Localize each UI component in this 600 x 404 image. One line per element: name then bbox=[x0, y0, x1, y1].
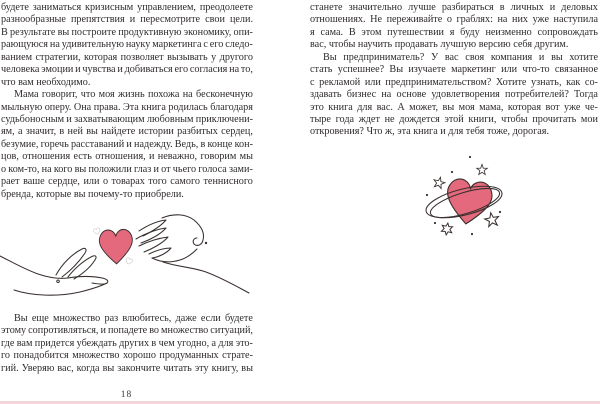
star-icon bbox=[441, 222, 453, 235]
mini-heart-icon bbox=[125, 257, 133, 265]
heart-planet-illustration bbox=[418, 148, 513, 243]
star-icon bbox=[484, 212, 500, 228]
hands-heart-illustration bbox=[0, 212, 256, 308]
text-line: стать успешнее? Вы изучаете маркетинг или что-то связанное bbox=[310, 64, 598, 76]
text-line: гий. Уверяю вас, когда вы закончите читать эту книгу, вы bbox=[1, 362, 253, 374]
text-line: где вам придется убеждать других в чем угодно, а для это- bbox=[1, 337, 253, 349]
paragraph bbox=[1, 89, 253, 201]
text-line: безумие, горечь расставаний и надежду. Ведь, в конце кон- bbox=[1, 138, 253, 150]
text-line: мыльную оперу. Она права. Эта книга родилась благодаря bbox=[1, 101, 253, 113]
paragraph bbox=[310, 2, 598, 52]
text-line: ванием стратегии, которая позволяет вызывать у другого bbox=[1, 51, 253, 63]
heart-icon bbox=[99, 229, 133, 264]
text-line: я сама. В этом путешествии я буду неизменно сопровождать bbox=[310, 26, 598, 38]
text-line: бренда, которые вы почему-то приобрели. bbox=[1, 188, 184, 200]
text-line: В результате вы построите продуктивную экономику, опи- bbox=[1, 26, 253, 38]
paragraph bbox=[310, 52, 598, 139]
text-line: с рекламой или предпринимательством? Хотите узнать, как со- bbox=[310, 76, 598, 88]
star-icon bbox=[477, 164, 488, 174]
text-line: это книга для вас. А может, вы моя мама, которая вот уже че- bbox=[310, 101, 598, 113]
text-line: цов, отношения есть отношения, и неважно, говорим мы bbox=[1, 151, 253, 163]
text-line: рает ваше сердце, или о товарах того самого теннисного bbox=[1, 176, 253, 188]
text-line: откровения? Что ж, эта книга и для тебя тоже, дорогая. bbox=[310, 126, 550, 138]
text-line: человека эмоции и чувства и добиваться его согласия на то, bbox=[1, 64, 253, 76]
text-line: о ком-то, на кого вы положили глаз и от чьего голоса зами- bbox=[1, 163, 253, 175]
left-hand-line-art bbox=[0, 248, 108, 295]
paragraph bbox=[1, 313, 253, 375]
text-line: го понадобится множество хорошо продуманных страте- bbox=[1, 350, 253, 362]
mini-heart-icon bbox=[93, 227, 101, 235]
text-line: Вы еще множество раз влюбитесь, даже если будете bbox=[14, 313, 253, 324]
text-line: судьбоносным и захватывающим любовным приключени- bbox=[1, 113, 253, 125]
text-line: тыре года ждет не дождется этой книги, чтобы прочитать мои bbox=[310, 113, 598, 125]
text-line: ям, а значит, в ней вы найдете истории разбитых сердец, bbox=[1, 126, 253, 138]
left-page-text-bottom bbox=[1, 313, 253, 375]
text-line: разнообразные препятствия и пересмотрите свои цели. bbox=[1, 14, 253, 26]
paragraph bbox=[1, 2, 253, 89]
right-page-text bbox=[310, 2, 598, 139]
right-hand-line-art bbox=[136, 215, 249, 293]
page-number: 18 bbox=[120, 390, 133, 400]
text-line: станете значительно лучше разбираться в личных и деловых bbox=[310, 2, 598, 13]
left-page-text bbox=[1, 2, 253, 201]
text-line: что вам необходимо. bbox=[1, 76, 91, 88]
text-line: этому сопротивляться, и попадете во множество ситуаций, bbox=[1, 325, 253, 337]
text-line: Вы предприниматель? У вас своя компания и вы хотите bbox=[323, 51, 598, 63]
text-line: будете заниматься кризисным управлением, преодолеете bbox=[1, 2, 253, 13]
text-line: рающуюся на удивительную науку маркетинга с его следо- bbox=[1, 39, 253, 51]
text-line: Мама говорит, что моя жизнь похожа на бесконечную bbox=[14, 89, 253, 101]
star-icon bbox=[432, 176, 446, 189]
text-line: здавать бизнес на основе удовлетворения потребителей? Тогда bbox=[310, 89, 598, 101]
text-line: отношениях. Не переживайте о граблях: на них уже наступила bbox=[310, 14, 598, 26]
text-line: вас, чтобы научить продавать лучшую версию себя другим. bbox=[310, 39, 569, 51]
